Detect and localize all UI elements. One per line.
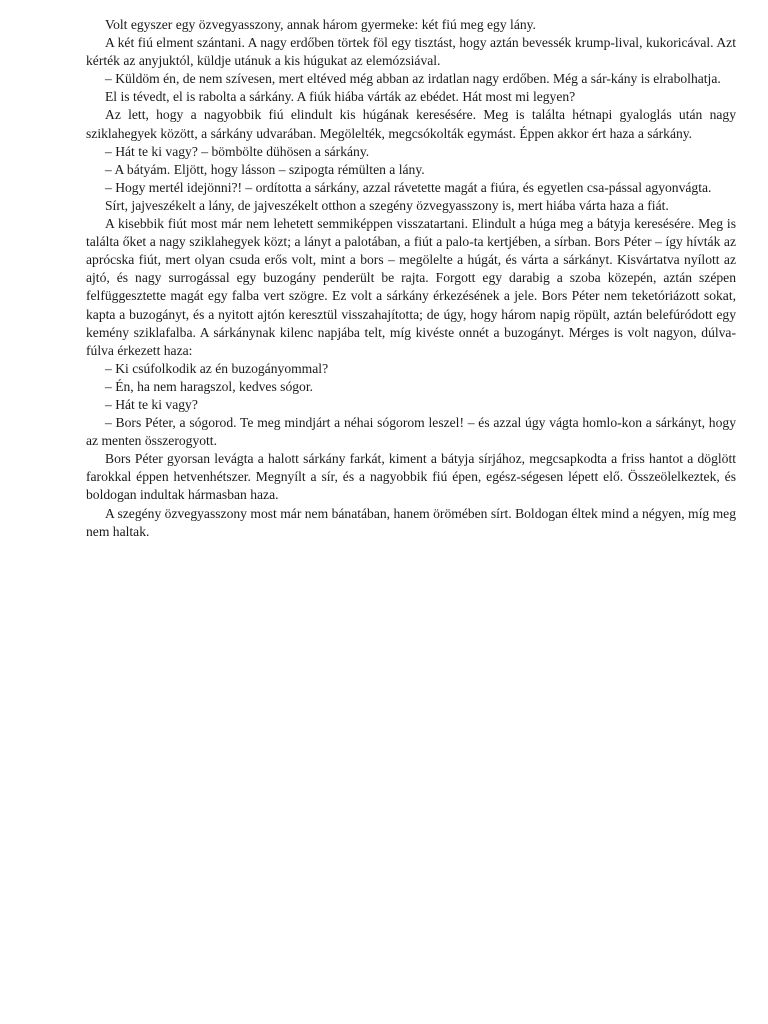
paragraph-16: A szegény özvegyasszony most már nem bánatában, hanem örömében sírt. Boldogan éltek mind a négyen, míg meg nem haltak. xyxy=(86,505,736,539)
paragraph-6: – Hát te ki vagy? – bömbölte dühösen a sárkány. xyxy=(105,143,370,159)
paragraph-12: – Én, ha nem haragszol, kedves sógor. xyxy=(105,378,314,394)
paragraph-13: – Hát te ki vagy? xyxy=(105,396,198,412)
paragraph-11: – Ki csúfolkodik az én buzogányommal? xyxy=(105,360,329,376)
paragraph-14: – Bors Péter, a sógorod. Te meg mindjárt a néhai sógorom leszel! – és azzal úgy vágta homlo-kon a sárkányt, hogy az menten összerogyott. xyxy=(86,415,736,449)
paragraph-4: El is tévedt, el is rabolta a sárkány. A fiúk hiába várták az ebédet. Hát most mi legyen? xyxy=(105,89,576,105)
story-text xyxy=(86,16,736,541)
paragraph-15: Bors Péter gyorsan levágta a halott sárkány farkát, kiment a bátyja sírjához, megcsapkodta a friss hantot a döglött farokkal éppen hetvenhétszer. Megnyílt a sír, és a nagyobbik fiú épen, egész-ségesen lépett elő. Összeölelkeztek, és boldogan indultak hármasban haza. xyxy=(86,451,736,503)
paragraph-5: Az lett, hogy a nagyobbik fiú elindult kis húgának keresésére. Meg is találta hétnapi gyaloglás után nagy sziklahegyek között, a sárkány udvarában. Megölelték, megcsókolták egymást. Éppen akkor ért haza a sárkány. xyxy=(86,107,736,141)
paragraph-10: A kisebbik fiút most már nem lehetett semmiképpen visszatartani. Elindult a húga meg a bátyja keresésére. Meg is találta őket a nagy sziklahegyek közt; a lányt a palotában, a fiút a palo-ta kertjében, a sírban. Bors Péter – így hívták az aprócska fiút, mert olyan csuda erős volt, mint a bors – megölelte a húgát, és várta a sárkányt. Kisvártatva nyílott az ajtó, és nagy surrogással egy buzogány penderült be rajta. Forgott egy darabig a szoba közepén, aztán szépen felfüggesztette magát egy falba vert szögre. Ez volt a sárkány érkezésének a jele. Bors Péter nem teketóriázott sokat, kapta a buzogányt, és a nyitott ajtón keresztül visszahajította; de úgy, hogy három napig röpült, aztán belefúródott egy kemény sziklafalba. A sárkánynak kilenc napjába telt, míg kivéste onnét a buzogányt. Mérges is volt nagyon, dúlva-fúlva érkezett haza: xyxy=(86,216,736,358)
paragraph-8: – Hogy mertél idejönni?! – ordította a sárkány, azzal rávetette magát a fiúra, és egyetlen csa-pással agyonvágta. xyxy=(105,179,712,195)
paragraph-1: Volt egyszer egy özvegyasszony, annak három gyermeke: két fiú meg egy lány. xyxy=(105,17,536,32)
paragraph-3: – Küldöm én, de nem szívesen, mert eltéved még abban az irdatlan nagy erdőben. Még a sár-kány is elrabolhatja. xyxy=(105,71,721,87)
paragraph-7: – A bátyám. Eljött, hogy lásson – szipogta rémülten a lány. xyxy=(105,161,425,177)
paragraph-9: Sírt, jajveszékelt a lány, de jajveszékelt otthon a szegény özvegyasszony is, mert hiába várta haza a fiát. xyxy=(105,197,669,213)
paragraph-2: A két fiú elment szántani. A nagy erdőben törtek föl egy tisztást, hogy aztán bevessék krump-lival, kukoricával. Azt kérték az anyjuktól, küldje utánuk a kis húgukat az elemózsiával. xyxy=(86,35,736,69)
